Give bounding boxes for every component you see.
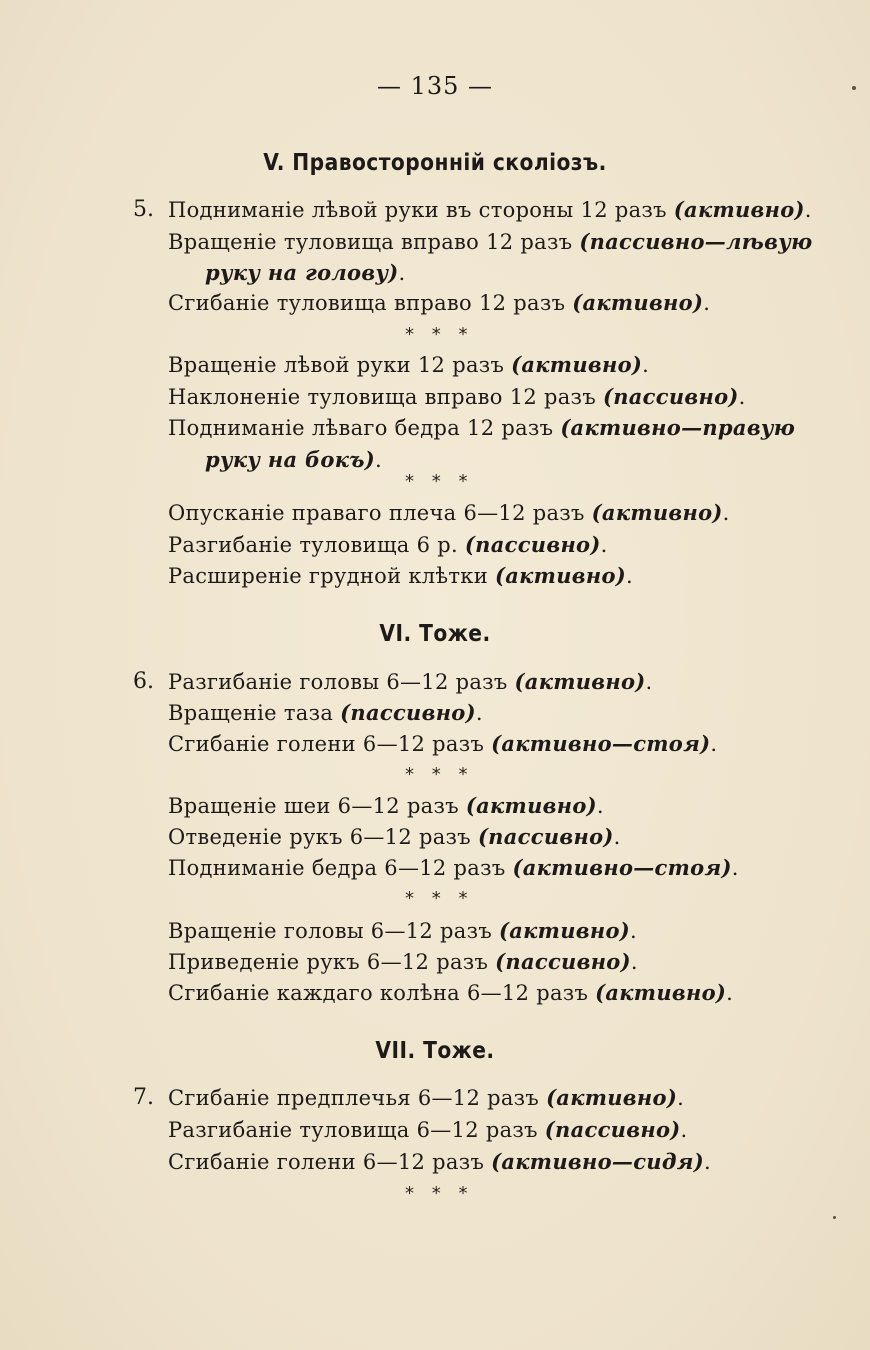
exercise-line-continuation: руку на бокъ). [205,447,383,472]
stars-separator: * * * [405,471,474,492]
exercise-line-continuation: руку на голову). [205,260,406,285]
exercise-line: Сгибаніе предплечья 6—12 разъ (активно). [168,1085,685,1110]
exercise-line: Вращеніе головы 6—12 разъ (активно). [168,918,637,943]
section-heading-v: V. Правосторонній сколіозъ. [263,150,607,176]
exercise-line: Наклоненіе туловища вправо 12 разъ (пассивно). [168,384,746,409]
exercise-line: Сгибаніе туловища вправо 12 разъ (активно). [168,290,711,315]
paper-speck [852,86,856,90]
exercise-number-6: 6. [133,669,154,694]
section-heading-vii: VII. Тоже. [375,1038,495,1064]
exercise-line: Подниманіе лѣваго бедра 12 разъ (активно—правую [168,415,796,440]
exercise-line: Вращеніе лѣвой руки 12 разъ (активно). [168,352,650,377]
exercise-line: Подниманіе бедра 6—12 разъ (активно—стоя). [168,855,739,880]
exercise-line: Вращеніе таза (пассивно). [168,700,483,725]
exercise-number-7: 7. [133,1085,154,1110]
stars-separator: * * * [405,888,474,909]
exercise-line: Разгибаніе туловища 6—12 разъ (пассивно). [168,1117,688,1142]
exercise-line: Сгибаніе голени 6—12 разъ (активно—сидя). [168,1149,711,1174]
exercise-number-5: 5. [133,197,154,222]
page-number: — 135 — [376,72,494,100]
stars-separator: * * * [405,1183,474,1204]
exercise-line: Сгибаніе голени 6—12 разъ (активно—стоя). [168,731,718,756]
exercise-line: Приведеніе рукъ 6—12 разъ (пассивно). [168,949,638,974]
stars-separator: * * * [405,764,474,785]
exercise-line: Подниманіе лѣвой руки въ стороны 12 разъ (активно). [168,197,812,222]
exercise-line: Сгибаніе каждаго колѣна 6—12 разъ (активно). [168,980,734,1005]
exercise-line: Опусканіе праваго плеча 6—12 разъ (активно). [168,500,730,525]
exercise-line: Отведеніе рукъ 6—12 разъ (пассивно). [168,824,621,849]
stars-separator: * * * [405,324,474,345]
section-heading-vi: VI. Тоже. [379,621,491,647]
exercise-line: Вращеніе туловища вправо 12 разъ (пассивно—лѣвую [168,229,813,254]
exercise-line: Вращеніе шеи 6—12 разъ (активно). [168,793,604,818]
exercise-line: Разгибаніе головы 6—12 разъ (активно). [168,669,653,694]
exercise-line: Разгибаніе туловища 6 р. (пассивно). [168,532,608,557]
paper-speck [833,1216,836,1219]
exercise-line: Расширеніе грудной клѣтки (активно). [168,563,633,588]
